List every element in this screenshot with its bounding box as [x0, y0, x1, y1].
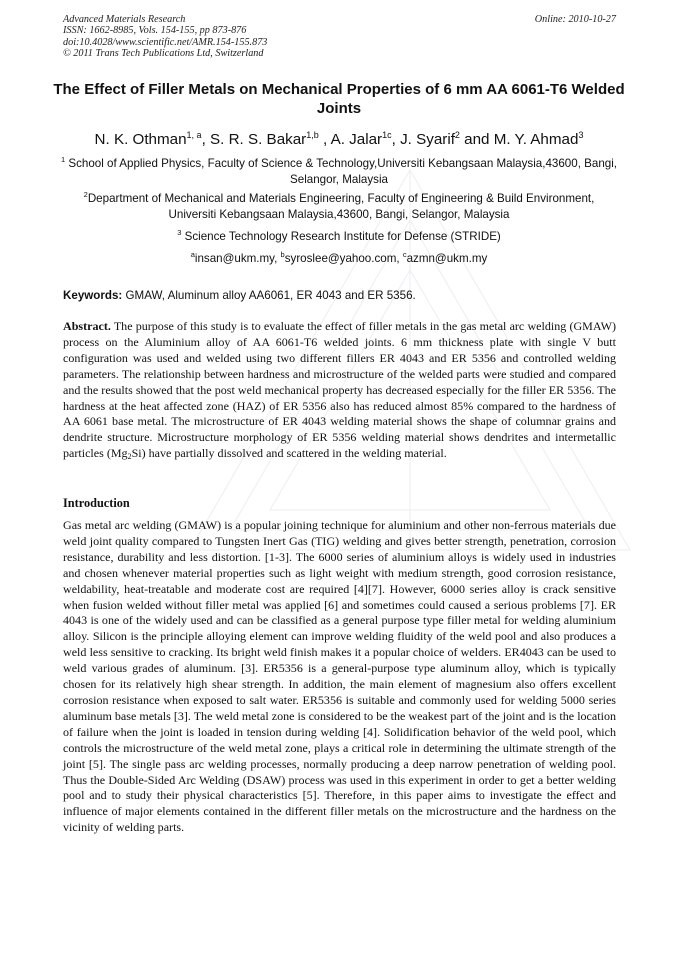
author-sup: 1c	[382, 130, 392, 140]
affiliation-text: School of Applied Physics, Faculty of Science & Technology,Universiti Kebangsaan Malaysia,43600, Bangi, Selangor, Malaysia	[68, 157, 618, 186]
affiliation-2	[60, 191, 618, 222]
affiliation-sup: 1	[60, 155, 66, 164]
formula-subscript: 2	[127, 452, 132, 462]
author-name: N. K. Othman	[94, 131, 187, 148]
copyright-line: © 2011 Trans Tech Publications Ltd, Switzerland	[63, 48, 264, 60]
author-list	[40, 131, 638, 149]
email-address[interactable]: syroslee@yahoo.com	[284, 252, 397, 265]
email-sup: b	[280, 250, 285, 259]
author-sup: 3	[578, 130, 584, 140]
doi-line: doi:10.4028/www.scientific.net/AMR.154-155.873	[63, 36, 268, 48]
author-name: S. R. S. Bakar	[210, 131, 307, 148]
abstract-paragraph	[63, 319, 616, 462]
abstract-text-end: Si) have partially dissolved and scattered in the welding material.	[131, 446, 447, 461]
author-name: M. Y. Ahmad	[493, 131, 579, 148]
online-date: Online: 2010-10-27	[534, 14, 616, 25]
affiliation-sup: 3	[177, 228, 182, 237]
email-sup: a	[190, 250, 195, 259]
introduction-paragraph: Gas metal arc welding (GMAW) is a popular joining technique for aluminium and other non-ferrous materials due weld joint quality compared to Tungsten Inert Gas (TIG) welding and gives better strength, penetration, corrosion resistance, durability and less distortion. [1-3]. The 6000 series of aluminium alloys is widely used in industries and chosen whenever material properties such as light weight with medium strength, good corrosion resistance, weldability, heat-treatable and moderate cost are required [4][7]. However, 6000 series alloy is crack sensitive when fusion welded without filler metal was applied [6] and sometimes could caused a serious problems [7]. ER 4043 is one of the widely used and can be classified as a general purpose type filler metal for welding aluminium alloy. Silicon is the principle alloying element can improve welding fluidity of the weld pool and also produces a weld less sensitive to cracking. Its bright weld finish makes it a popular choice of welders. ER4043 can be used to weld various grades of aluminum. [3]. ER5356 is a general-purpose type aluminum alloy, which is typically chosen for its relatively high shear strength. In addition, the main element of magnesium also offers excellent corrosion resistance when exposed to salt water. ER5356 is suitable and commonly used for welding 5000 series aluminum base metals [3]. The weld metal zone is considered to be the weakest part of the joint and is the location of failure when the joint is loaded in tension during welding [4]. Solidification behavior of the weld pool, which controls the microstructure of the weld metal zone, plays a critical role in determining the ultimate strength of the joint [5]. The single pass arc welding processes, normally producing a deep narrow penetration of welding pool. Thus the Double-Sided Arc Welding (DSAW) process was used in this experiment in order to get a better welding pool and to study their physical characteristics [5]. Therefore, in this paper aims to investigate the effect and influence of major elements contained in the different filler metals on the microstructure and the hardness on the vicinity of welding parts.	[63, 518, 616, 835]
email-sup: c	[402, 250, 407, 259]
affiliation-text: Department of Mechanical and Materials Engineering, Faculty of Engineering & Build Environment, Universiti Kebangsaan Malaysia,43600, Bangi, Selangor, Malaysia	[87, 192, 595, 221]
author-separator: ,	[201, 131, 211, 148]
email-address[interactable]: azmn@ukm.my	[406, 252, 488, 265]
affiliation-1	[60, 156, 618, 187]
abstract-label: Abstract.	[63, 319, 111, 333]
affiliation-3	[60, 229, 618, 245]
journal-name: Advanced Materials Research	[63, 14, 186, 25]
journal-header	[63, 14, 616, 60]
keywords-line	[63, 288, 616, 303]
abstract-text: The purpose of this study is to evaluate the effect of filler metals in the gas metal arc welding (GMAW) process on the Aluminium alloy of AA 6061-T6 welded joints. 6 mm thickness plate with single V butt configuration was used and welded using two different fillers ER 4043 and ER 5356 and controlled welding parameters. The relationship between hardness and microstructure of the welded parts were studied and compared and the results showed that the post weld mechanical property has decreased especially for the filler ER 5356. The hardness at the heat affected zone (HAZ) of ER 5356 also has reduced almost 85% compared to the hardness of AA 6061 base metal. The microstructure of ER 4043 welding material shows the shape of columnar grains and dendrite structure. Microstructure morphology of ER 5356 welding material shows dendrites and intermetallic particles (Mg	[63, 319, 616, 461]
author-sup: 1,b	[306, 130, 319, 140]
author-name: J. Syarif	[400, 131, 455, 148]
affiliation-text: Science Technology Research Institute for Defense (STRIDE)	[184, 230, 501, 243]
author-separator: ,	[391, 131, 401, 148]
author-separator: and	[459, 131, 494, 148]
issn-line: ISSN: 1662-8985, Vols. 154-155, pp 873-876	[63, 25, 247, 37]
author-sup: 1, a	[186, 130, 202, 140]
paper-title: The Effect of Filler Metals on Mechanical Properties of 6 mm AA 6061-T6 Welded Joints	[53, 81, 625, 117]
email-address[interactable]: insan@ukm.my	[194, 252, 275, 265]
author-name: A. Jalar	[330, 131, 383, 148]
affiliation-sup: 2	[83, 190, 88, 199]
keywords-label: Keywords:	[63, 289, 123, 302]
keywords-text: GMAW, Aluminum alloy AA6061, ER 4043 and ER 5356.	[125, 289, 416, 302]
email-list: $^a$insan@ukm.my, $^b$syroslee@yahoo.com, $^c$azmn@ukm.my	[190, 250, 488, 265]
author-sup: 2	[454, 130, 460, 140]
author-separator: ,	[318, 131, 331, 148]
introduction-heading: Introduction	[63, 496, 130, 510]
